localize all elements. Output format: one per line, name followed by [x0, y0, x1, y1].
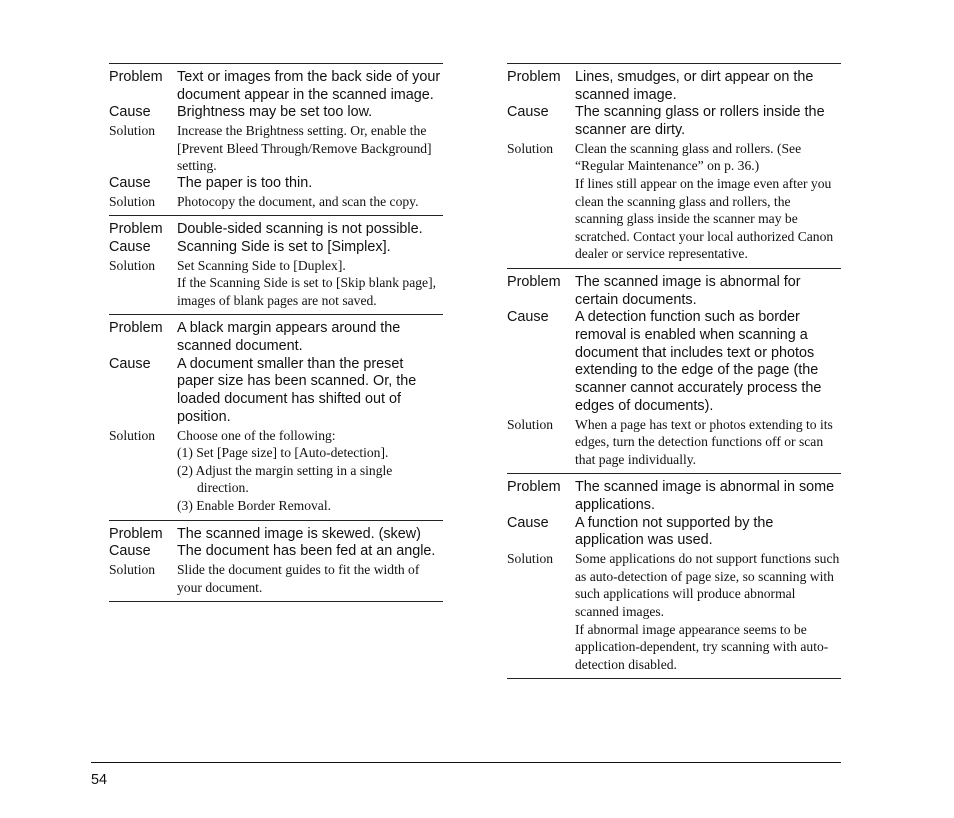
solution-line: (2) Adjust the margin setting in a single direction.	[177, 462, 393, 496]
solution-line: If lines still appear on the image even after you clean the scanning glass and rollers, the scanning glass inside the scanner may be scratched. Contact your local authorized Canon dealer or service representative.	[575, 176, 834, 262]
page-number: 54	[91, 772, 108, 788]
solution-label: Solution	[507, 140, 554, 156]
solution-text	[575, 550, 841, 673]
problem-text: Lines, smudges, or dirt appear on the scanned image.	[575, 69, 814, 103]
solution-label: Solution	[109, 257, 156, 273]
solution-line: Set Scanning Side to [Duplex].	[177, 257, 346, 273]
cause-text: Scanning Side is set to [Simplex].	[177, 238, 391, 255]
problem-label: Problem	[507, 273, 561, 290]
cause-label: Cause	[507, 104, 549, 121]
left-column	[109, 63, 443, 602]
solution-line: (3) Enable Border Removal.	[177, 497, 332, 513]
cause-text: The scanning glass or rollers inside the scanner are dirty.	[575, 104, 825, 139]
solution-text: Increase the Brightness setting. Or, enable the [Prevent Bleed Through/Remove Background] setting.	[177, 123, 432, 174]
problem-text: A black margin appears around the scanned document.	[177, 320, 401, 355]
problem-label: Problem	[109, 320, 163, 337]
cause-label: Cause	[109, 238, 151, 255]
solution-label: Solution	[109, 561, 156, 577]
problem-text: Double-sided scanning is not possible.	[177, 221, 423, 238]
cause-text: The paper is too thin.	[177, 174, 313, 191]
problem-label: Problem	[109, 69, 163, 85]
cause-label: Cause	[507, 514, 549, 531]
problem-label: Problem	[109, 221, 163, 238]
solution-text: Photocopy the document, and scan the copy.	[177, 193, 419, 209]
cause-text: Brightness may be set too low.	[177, 104, 373, 121]
cause-label: Cause	[109, 104, 151, 121]
solution-label: Solution	[109, 193, 156, 209]
troubleshooting-block	[507, 268, 841, 473]
problem-text: The scanned image is abnormal for certain documents.	[575, 273, 801, 308]
cause-text: A function not supported by the application was used.	[575, 514, 774, 549]
solution-label: Solution	[507, 551, 554, 567]
solution-line: If abnormal image appearance seems to be application-dependent, try scanning with auto-detection disabled.	[575, 621, 829, 672]
solution-label: Solution	[109, 123, 156, 139]
cause-label: Cause	[109, 355, 151, 372]
right-column	[507, 63, 841, 679]
solution-text: Slide the document guides to fit the width of your document.	[177, 561, 420, 595]
troubleshooting-block	[109, 520, 443, 603]
solution-line: (1) Set [Page size] to [Auto-detection].	[177, 445, 389, 461]
solution-line: If the Scanning Side is set to [Skip blank page], images of blank pages are not saved.	[177, 275, 436, 308]
problem-label: Problem	[109, 525, 163, 542]
problem-label: Problem	[507, 479, 561, 496]
cause-text: The document has been fed at an angle.	[177, 543, 436, 560]
problem-text: The scanned image is abnormal in some applications.	[575, 479, 835, 514]
problem-text: Text or images from the back side of your document appear in the scanned image.	[177, 69, 441, 103]
footer-divider	[91, 762, 841, 763]
cause-text: A document smaller than the preset paper size has been scanned. Or, the loaded document has shifted out of position.	[177, 355, 417, 425]
solution-line: Choose one of the following:	[177, 427, 336, 443]
cause-label: Cause	[109, 543, 151, 560]
cause-label: Cause	[507, 309, 549, 326]
solution-text: When a page has text or photos extending to its edges, turn the detection functions off or scan that page individually.	[575, 416, 833, 467]
solution-text	[575, 140, 841, 263]
troubleshooting-block	[507, 473, 841, 679]
troubleshooting-block	[109, 215, 443, 314]
troubleshooting-block	[109, 63, 443, 215]
solution-line: Clean the scanning glass and rollers. (See “Regular Maintenance” on p. 36.)	[575, 140, 802, 174]
solution-line: Some applications do not support functions such as auto-detection of page size, so scanning with such applications will produce abnormal scanned images.	[575, 551, 840, 619]
cause-text: A detection function such as border removal is enabled when scanning a document that includes text or photos extending to the edge of the page (the scanner cannot accurately process the edges of documents).	[575, 309, 822, 414]
solution-text	[177, 257, 443, 310]
problem-label: Problem	[507, 69, 561, 85]
troubleshooting-block	[507, 63, 841, 268]
solution-label: Solution	[507, 416, 554, 432]
cause-label: Cause	[109, 174, 151, 191]
problem-text: The scanned image is skewed. (skew)	[177, 525, 421, 542]
solution-label: Solution	[109, 427, 156, 443]
troubleshooting-block	[109, 314, 443, 519]
solution-text	[177, 427, 443, 515]
